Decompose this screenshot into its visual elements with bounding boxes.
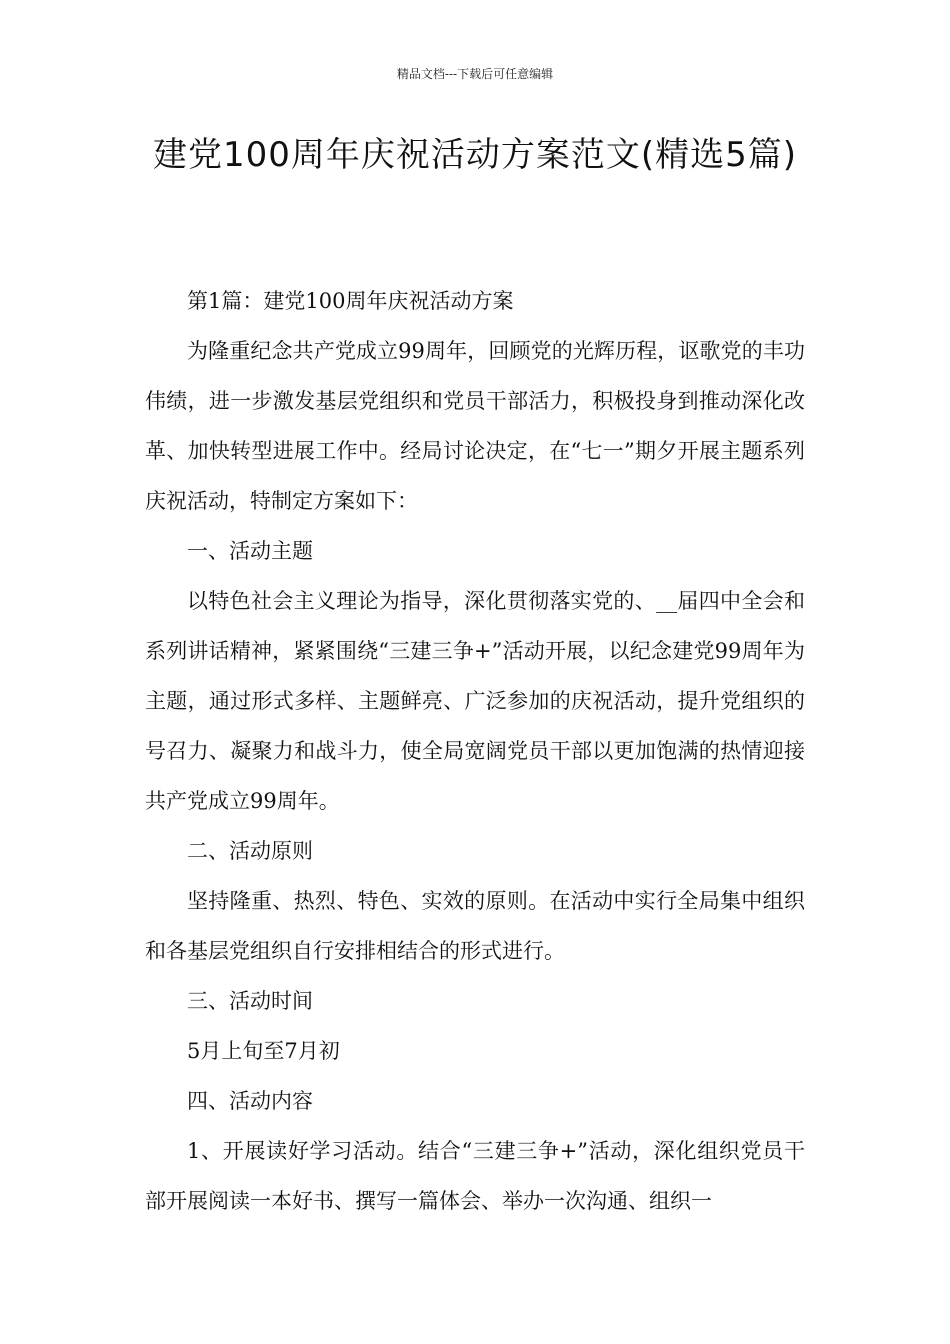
document-body xyxy=(145,276,805,1226)
section-heading-time: 三、活动时间 xyxy=(187,989,313,1013)
time-paragraph: 5月上旬至7月初 xyxy=(187,1039,340,1063)
content-paragraph-1: 1、开展读好学习活动。结合“三建三争+”活动，深化组织党员干部开展阅读一本好书、撰写一篇体会、举办一次沟通、组织一 xyxy=(145,1139,805,1213)
section-heading-theme: 一、活动主题 xyxy=(187,539,313,563)
document-title: 建党100周年庆祝活动方案范文(精选5篇) xyxy=(152,135,798,175)
header-note: 精品文档---下载后可任意编辑 xyxy=(396,67,554,81)
section-heading-principle: 二、活动原则 xyxy=(187,839,313,863)
section-heading-chapter-1: 第1篇：建党100周年庆祝活动方案 xyxy=(187,289,514,313)
intro-paragraph: 为隆重纪念共产党成立99周年，回顾党的光辉历程，讴歌党的丰功伟绩，进一步激发基层党组织和党员干部活力，积极投身到推动深化改革、加快转型进展工作中。经局讨论决定，在“七一”期夕开展主题系列庆祝活动，特制定方案如下： xyxy=(145,339,805,513)
principle-paragraph: 坚持隆重、热烈、特色、实效的原则。在活动中实行全局集中组织和各基层党组织自行安排相结合的形式进行。 xyxy=(145,889,805,963)
section-heading-content: 四、活动内容 xyxy=(187,1089,313,1113)
theme-paragraph: 以特色社会主义理论为指导，深化贯彻落实党的、__届四中全会和系列讲话精神，紧紧围绕“三建三争+”活动开展，以纪念建党99周年为主题，通过形式多样、主题鲜亮、广泛参加的庆祝活动，提升党组织的号召力、凝聚力和战斗力，使全局宽阔党员干部以更加饱满的热情迎接共产党成立99周年。 xyxy=(145,589,805,813)
